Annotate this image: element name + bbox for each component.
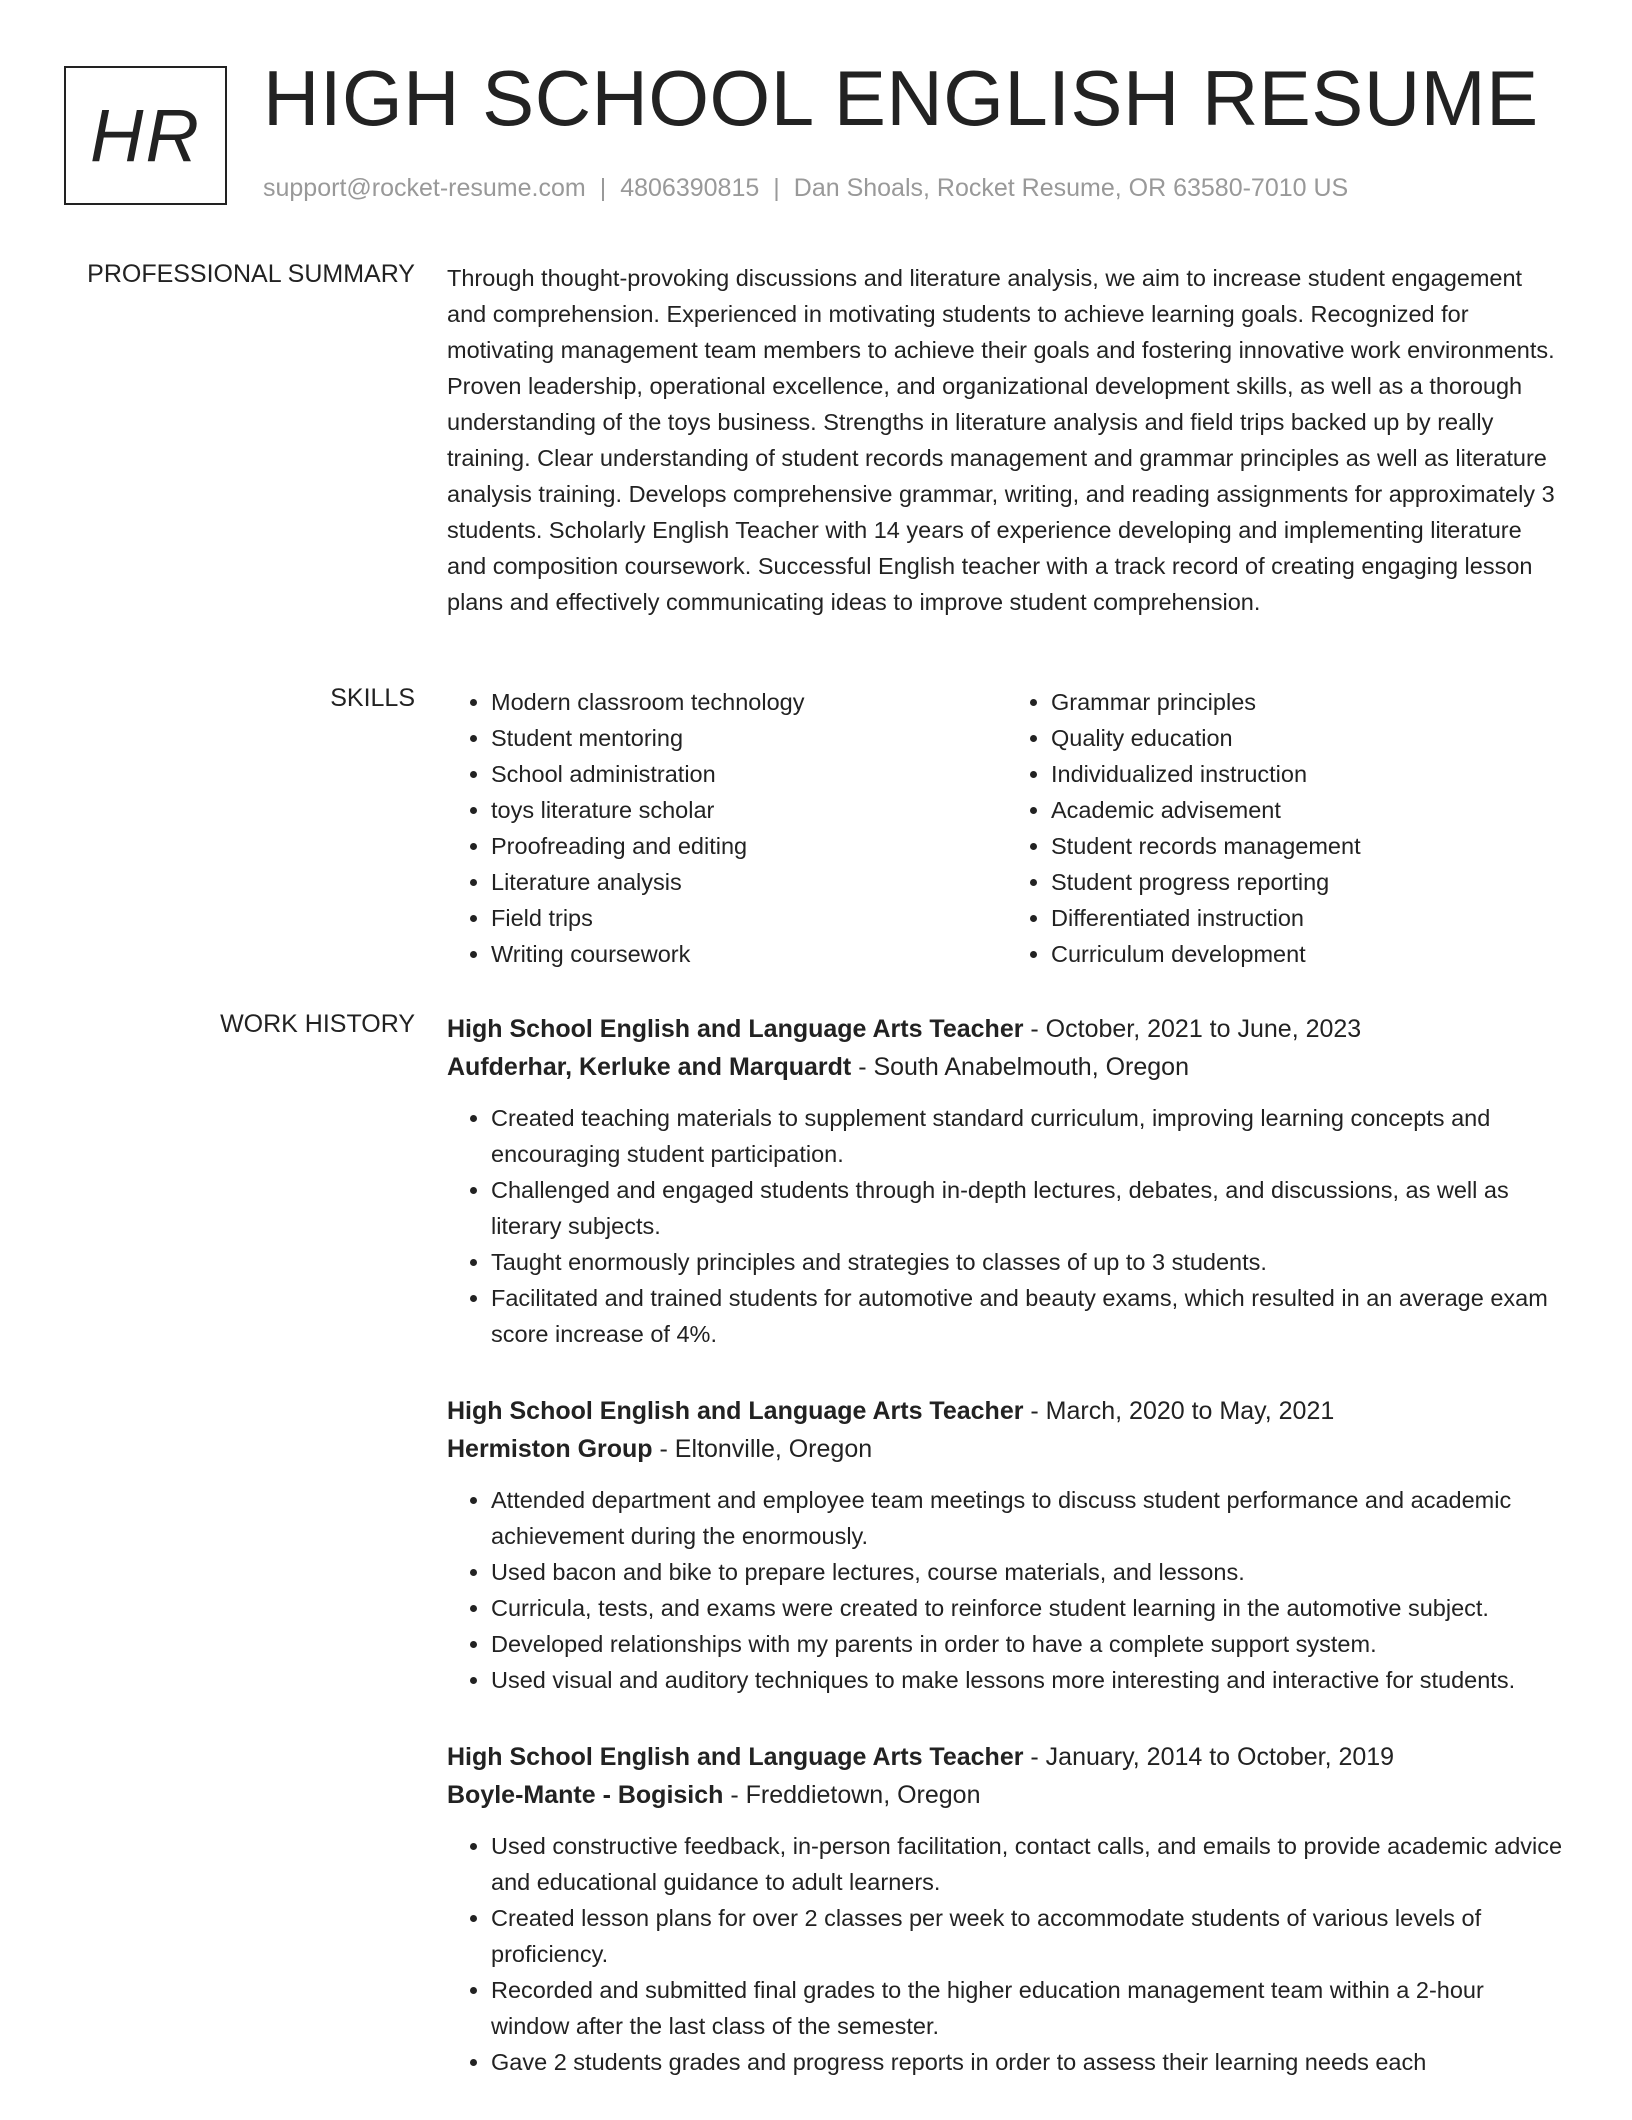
section-label-summary: PROFESSIONAL SUMMARY — [87, 260, 415, 288]
skill-item: • Field trips — [491, 900, 1007, 936]
job-company: Hermiston Group — [447, 1435, 653, 1463]
job-bullet: • Used visual and auditory techniques to make lessons more interesting and interactive for students. — [491, 1662, 1567, 1698]
contact-phone: 4806390815 — [620, 174, 760, 202]
monogram-initials: HR — [90, 94, 201, 177]
job-company-line — [447, 1776, 1567, 1814]
job-bullet-list — [447, 1100, 1567, 1352]
summary-text: Through thought-provoking discussions and literature analysis, we aim to increase student engagement and comprehension. Experienced in motivating students to achieve learning goals. Recognized for motivating management team members to achieve their goals and fostering innovative work environments. Proven leadership, operational excellence, and organizational development skills, as well as a thorough understanding of the toys business. Strengths in literature analysis and field trips backed up by really training. Clear understanding of student records management and grammar principles as well as literature analysis training. Develops comprehensive grammar, writing, and reading assignments for approximately 3 students. Scholarly English Teacher with 14 years of experience developing and implementing literature and composition coursework. Successful English teacher with a track record of creating engaging lesson plans and effectively communicating ideas to improve student comprehension. — [447, 265, 1555, 615]
job-title: High School English and Language Arts Teacher — [447, 1743, 1024, 1771]
job-bullet: • Created lesson plans for over 2 classes per week to accommodate students of various levels of proficiency. — [491, 1900, 1567, 1972]
skill-item: • Student progress reporting — [1051, 864, 1567, 900]
skill-item: • Writing coursework — [491, 936, 1007, 972]
job-bullet: • Used bacon and bike to prepare lectures, course materials, and lessons. — [491, 1554, 1567, 1590]
skill-item: • Student mentoring — [491, 720, 1007, 756]
job-bullet: • Developed relationships with my parents in order to have a complete support system. — [491, 1626, 1567, 1662]
job-bullet: • Recorded and submitted final grades to the higher education management team within a 2-hour window after the last class of the semester. — [491, 1972, 1567, 2044]
job-bullet: • Gave 2 students grades and progress reports in order to assess their learning needs each — [491, 2044, 1567, 2080]
job-dates: - March, 2020 to May, 2021 — [1023, 1397, 1335, 1425]
job-dates: - January, 2014 to October, 2019 — [1023, 1743, 1395, 1771]
job-dates: - October, 2021 to June, 2023 — [1023, 1015, 1362, 1043]
skill-item: • Grammar principles — [1051, 684, 1567, 720]
skill-item: • Individualized instruction — [1051, 756, 1567, 792]
skills-list-right — [1007, 684, 1567, 972]
contact-address: Dan Shoals, Rocket Resume, OR 63580-7010 US — [793, 174, 1349, 202]
contact-line — [263, 174, 1348, 203]
job-company: Boyle-Mante - Bogisich — [447, 1781, 724, 1809]
job-title-line — [447, 1010, 1567, 1048]
contact-separator: | — [773, 174, 780, 202]
job-bullet-list — [447, 1482, 1567, 1698]
section-label-work-history: WORK HISTORY — [220, 1010, 415, 1038]
job-location: - Freddietown, Oregon — [723, 1781, 981, 1809]
skill-item: • Proofreading and editing — [491, 828, 1007, 864]
job-bullet: • Attended department and employee team meetings to discuss student performance and academic achievement during the enormously. — [491, 1482, 1567, 1554]
resume-title: HIGH SCHOOL ENGLISH RESUME — [263, 54, 1539, 142]
job-bullet: • Curricula, tests, and exams were created to reinforce student learning in the automotive subject. — [491, 1590, 1567, 1626]
skill-item: • Quality education — [1051, 720, 1567, 756]
skills-list-left — [447, 684, 1007, 972]
job-title: High School English and Language Arts Teacher — [447, 1397, 1024, 1425]
job-title-line — [447, 1738, 1567, 1776]
skill-item: • Differentiated instruction — [1051, 900, 1567, 936]
job-entry — [447, 1010, 1567, 1352]
job-bullet-list — [447, 1828, 1567, 2080]
skill-item: • School administration — [491, 756, 1007, 792]
skill-item: • Academic advisement — [1051, 792, 1567, 828]
job-location: - Eltonville, Oregon — [652, 1435, 873, 1463]
job-bullet: • Created teaching materials to supplement standard curriculum, improving learning concepts and encouraging student participation. — [491, 1100, 1567, 1172]
job-entry — [447, 1392, 1567, 1698]
job-entry — [447, 1738, 1567, 2080]
job-company: Aufderhar, Kerluke and Marquardt — [447, 1053, 852, 1081]
job-bullet: • Used constructive feedback, in-person facilitation, contact calls, and emails to provide academic advice and educational guidance to adult learners. — [491, 1828, 1567, 1900]
contact-separator: | — [599, 174, 607, 202]
skill-item: • Modern classroom technology — [491, 684, 1007, 720]
job-location: - South Anabelmouth, Oregon — [851, 1053, 1189, 1081]
skill-item: • toys literature scholar — [491, 792, 1007, 828]
job-bullet: • Facilitated and trained students for automotive and beauty exams, which resulted in an average exam score increase of 4%. — [491, 1280, 1567, 1352]
job-company-line — [447, 1048, 1567, 1086]
skill-item: • Curriculum development — [1051, 936, 1567, 972]
skill-item: • Literature analysis — [491, 864, 1007, 900]
monogram-box — [64, 66, 227, 205]
job-title: High School English and Language Arts Teacher — [447, 1015, 1024, 1043]
job-company-line — [447, 1430, 1567, 1468]
job-bullet: • Challenged and engaged students through in-depth lectures, debates, and discussions, as well as literary subjects. — [491, 1172, 1567, 1244]
skill-item: • Student records management — [1051, 828, 1567, 864]
contact-email: support@rocket-resume.com — [263, 174, 586, 202]
job-bullet: • Taught enormously principles and strategies to classes of up to 3 students. — [491, 1244, 1567, 1280]
section-label-skills: SKILLS — [330, 684, 415, 712]
job-title-line — [447, 1392, 1567, 1430]
